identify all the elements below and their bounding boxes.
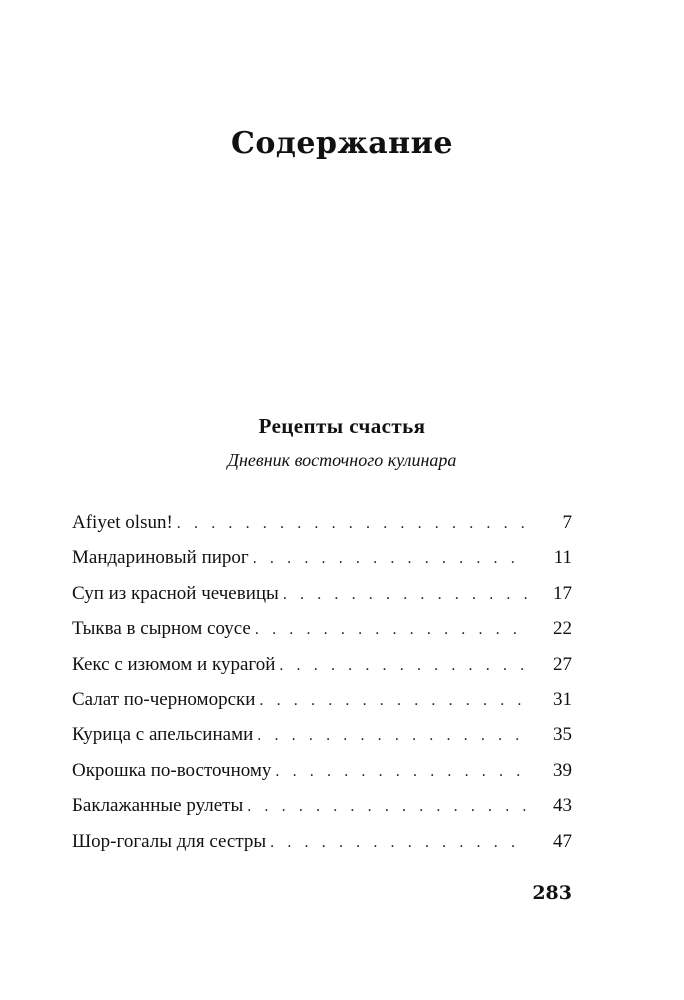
toc-entry-page: 22 xyxy=(553,618,572,640)
toc-entry-page: 27 xyxy=(553,653,572,675)
toc-entry-page: 35 xyxy=(553,724,572,746)
toc-entry-page: 43 xyxy=(553,795,572,817)
dot-leader xyxy=(279,651,528,681)
toc-entry-title: Суп из красной чечевицы xyxy=(72,582,279,604)
toc-entry-title: Шор-гогалы для сестры xyxy=(72,830,267,852)
dot-leader xyxy=(275,757,528,787)
dot-leader xyxy=(253,544,528,574)
dot-leader xyxy=(257,721,528,751)
page-title: Содержание xyxy=(231,126,453,161)
dot-leader xyxy=(259,686,528,716)
toc-entry-page: 47 xyxy=(553,830,572,852)
toc-entry-title: Салат по-черноморски xyxy=(72,688,256,710)
toc-entry xyxy=(72,756,572,791)
toc-entry-page: 39 xyxy=(553,759,572,781)
section-subtitle: Дневник восточного кулинара xyxy=(227,450,457,470)
toc-entry xyxy=(72,614,572,649)
toc-entry-title: Тыква в сырном соусе xyxy=(72,618,251,640)
toc-entry xyxy=(72,685,572,720)
toc-entry-page: 11 xyxy=(553,547,572,569)
toc-entry xyxy=(72,791,572,826)
toc-entry-title: Мандариновый пирог xyxy=(72,547,249,569)
toc-entry-title: Afiyet olsun! xyxy=(72,512,173,533)
toc-entry-title: Окрошка по-восточному xyxy=(72,759,272,781)
toc-entry xyxy=(72,720,572,755)
dot-leader xyxy=(283,580,528,610)
toc-entry-page: 17 xyxy=(553,582,572,604)
toc-entry xyxy=(72,508,572,543)
toc-entry xyxy=(72,579,572,614)
dot-leader xyxy=(255,615,528,645)
toc-entry-page: 31 xyxy=(553,688,572,710)
toc-entry xyxy=(72,543,572,578)
toc-entry-page: 7 xyxy=(562,512,572,533)
section-title: Рецепты счастья xyxy=(258,414,426,438)
toc-entry xyxy=(72,650,572,685)
dot-leader xyxy=(247,792,528,822)
toc-entry-title: Баклажанные рулеты xyxy=(72,795,244,817)
toc-entry-title: Курица с апельсинами xyxy=(72,724,254,746)
toc-entry xyxy=(72,827,572,862)
dot-leader xyxy=(270,828,528,858)
dot-leader xyxy=(177,509,528,539)
toc-entry-title: Кекс с изюмом и курагой xyxy=(72,653,276,675)
table-of-contents xyxy=(72,508,572,862)
page-number: 283 xyxy=(532,882,572,904)
